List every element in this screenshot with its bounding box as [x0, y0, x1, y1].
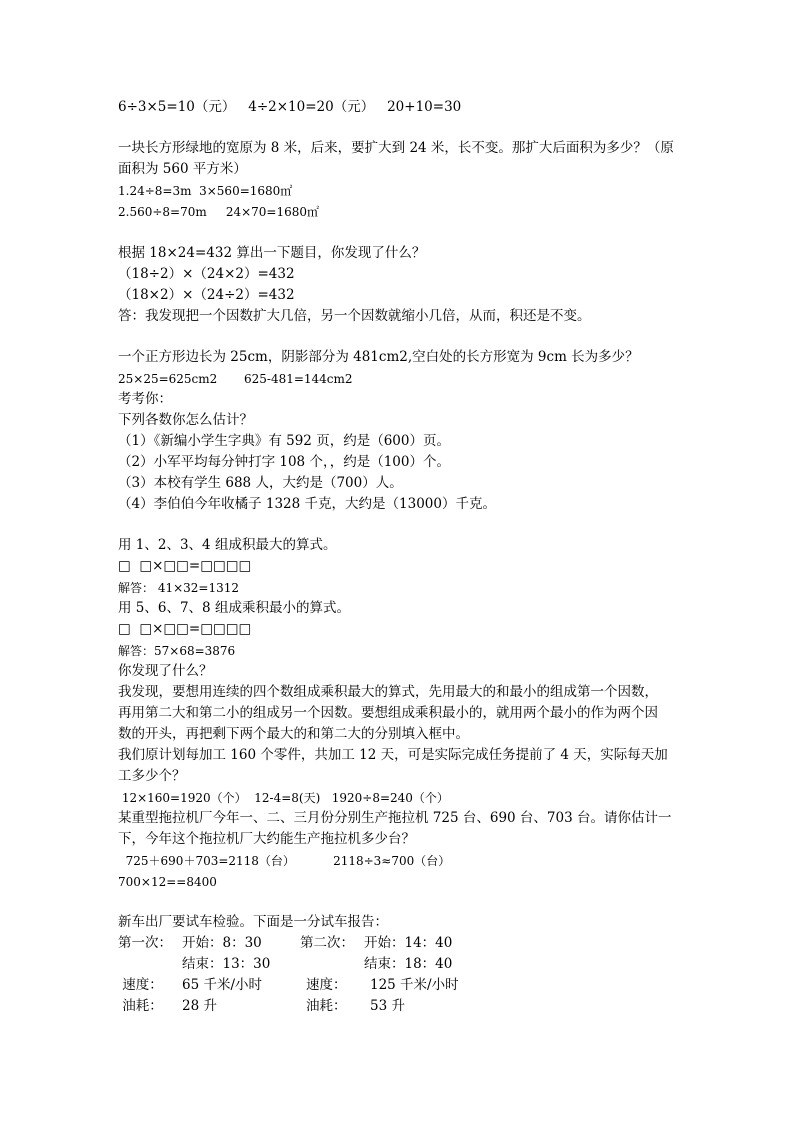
text-line: 下列各数你怎么估计？: [118, 412, 253, 428]
report-second-end: 结束：18：40: [364, 956, 453, 972]
text-line: 新车出厂要试车检验。下面是一分试车报告：: [118, 914, 388, 930]
report-second-label: 第二次：: [300, 935, 354, 951]
report-fuel-label-1: 油耗：: [118, 998, 163, 1014]
text-line: 700×12==8400: [118, 875, 217, 889]
text-line: 工多少个？: [118, 768, 186, 784]
text-line: 一块长方形绿地的宽原为 8 米，后来，要扩大到 24 米，长不变。那扩大后面积为多少？（原: [118, 140, 674, 156]
text-line: 面积为 560 平方米）: [118, 161, 247, 177]
text-line: 解答：57×68=3876: [118, 644, 236, 658]
text-line: （1）《新编小学生字典》有 592 页，约是（600）页。: [118, 433, 450, 449]
text-line: 下，今年这个拖拉机厂大约能生产拖拉机多少台？: [118, 831, 415, 847]
text-line: 12×160=1920（个） 12-4=8(天) 1920÷8=240（个）: [118, 791, 449, 805]
text-line: 再用第二大和第二小的组成另一个因数。要想组成乘积最小的，就用两个最小的作为两个因: [118, 705, 658, 721]
text-line: □ □×□□=□□□□: [118, 621, 252, 637]
text-line: 答：我发现把一个因数扩大几倍，另一个因数就缩小几倍，从而，积还是不变。: [118, 308, 591, 324]
text-line: 用 1、2、3、4 组成积最大的算式。: [118, 537, 337, 553]
text-line: 一个正方形边长为 25cm，阴影部分为 481cm2,空白处的长方形宽为 9cm 长为多少？: [118, 349, 639, 365]
text-line: 725＋690＋703=2118（台） 2118÷3≈700（台）: [118, 854, 451, 868]
text-line: 某重型拖拉机厂今年一、二、三月份分别生产拖拉机 725 台、690 台、703 台。请你估计一: [118, 810, 672, 826]
report-first-label: 第一次：: [118, 935, 172, 951]
text-line: 数的开头，再把剩下两个最大的和第二大的分别填入框中。: [118, 726, 469, 742]
report-first-start: 开始：8：30: [182, 935, 262, 951]
text-line: 6÷3×5=10（元） 4÷2×10=20（元） 20+10=30: [118, 99, 462, 115]
text-line: 根据 18×24=432 算出一下题目，你发现了什么？: [118, 245, 426, 261]
report-first-end: 结束：13：30: [182, 956, 271, 972]
text-line: 用 5、6、7、8 组成乘积最小的算式。: [118, 600, 350, 616]
report-speed-label-1: 速度：: [118, 977, 163, 993]
report-second-start: 开始：14：40: [364, 935, 453, 951]
report-speed-value-2: 125 千米/小时: [370, 977, 459, 993]
report-speed-value-1: 65 千米/小时: [182, 977, 263, 993]
text-line: 考考你：: [118, 391, 172, 407]
report-fuel-value-1: 28 升: [182, 998, 217, 1014]
text-line: 我们原计划每加工 160 个零件，共加工 12 天，可是实际完成任务提前了 4 天，实际每天加: [118, 747, 668, 763]
text-line: （18×2）×（24÷2）=432: [118, 287, 295, 303]
text-line: （2）小军平均每分钟打字 108 个，，约是（100）个。: [118, 454, 450, 470]
text-line: 我发现，要想用连续的四个数组成乘积最大的算式，先用最大的和最小的组成第一个因数，: [118, 684, 658, 700]
text-line: （18÷2）×（24×2）=432: [118, 266, 295, 282]
text-line: （4）李伯伯今年收橘子 1328 千克，大约是（13000）千克。: [118, 496, 496, 512]
text-line: 25×25=625cm2 625-481=144cm2: [118, 372, 353, 386]
report-fuel-value-2: 53 升: [370, 998, 405, 1014]
text-line: （3）本校有学生 688 人，大约是（700）人。: [118, 475, 403, 491]
text-line: 解答： 41×32=1312: [118, 581, 240, 595]
text-line: 2.560÷8=70m 24×70=1680㎡: [118, 205, 320, 219]
text-line: 你发现了什么？: [118, 663, 213, 679]
text-line: 1.24÷8=3m 3×560=1680㎡: [118, 184, 293, 198]
text-line: □ □×□□=□□□□: [118, 558, 252, 574]
report-speed-label-2: 速度：: [306, 977, 347, 993]
report-fuel-label-2: 油耗：: [306, 998, 347, 1014]
